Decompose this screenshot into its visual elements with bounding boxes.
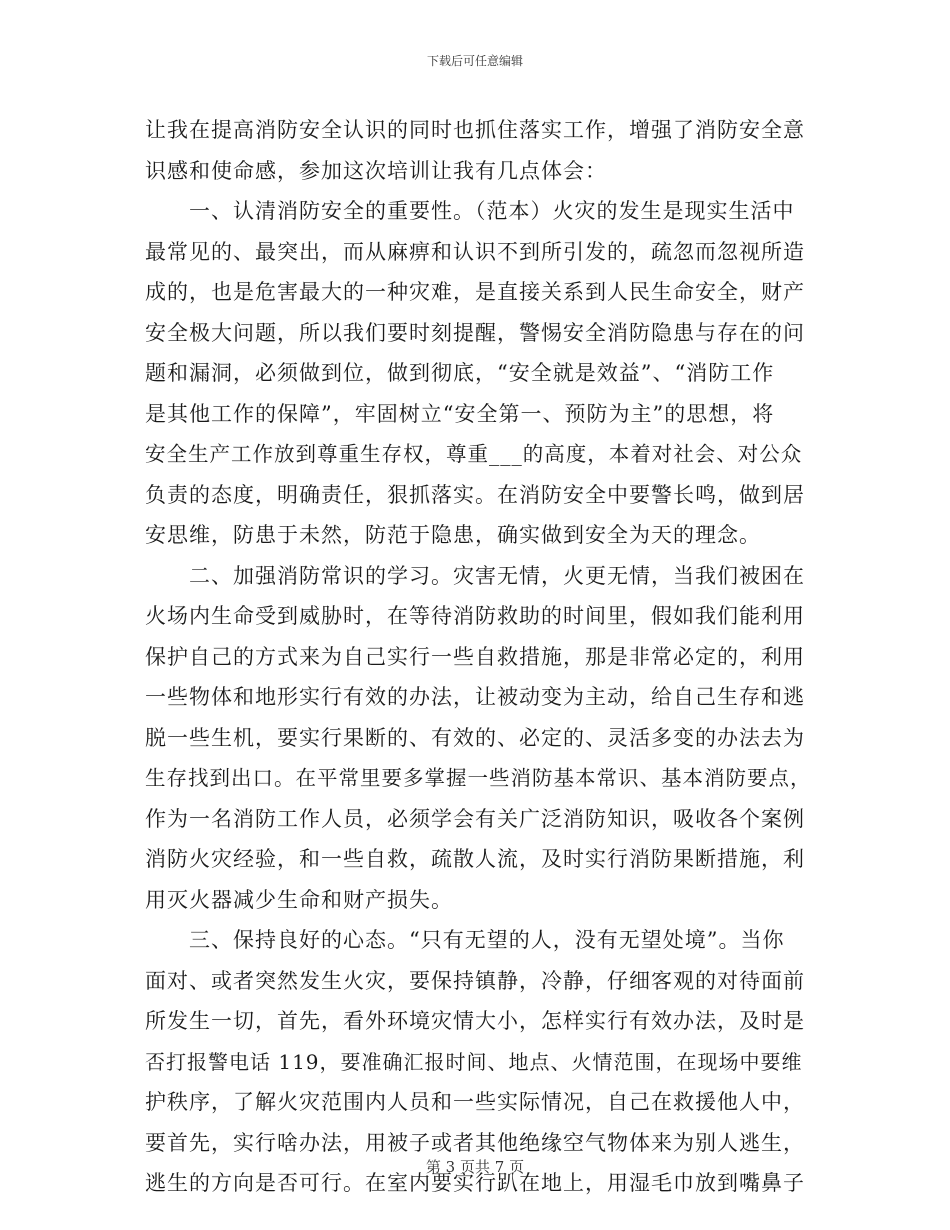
body-line-12: 二、加强消防常识的学习。灾害无情，火更无情，当我们被困在 (145, 563, 805, 588)
body-line-19: 消防火灾经验，和一些自救，疏散人流，及时实行消防果断措施，利 (145, 847, 805, 871)
body-line-21: 三、保持良好的心态。“只有无望的人，没有无望处境”。当你 (145, 928, 785, 952)
page-header: 下载后可任意编辑 (426, 54, 523, 68)
document-body (145, 110, 815, 1204)
body-line-10: 负责的态度，明确责任，狠抓落实。在消防安全中要警长鸣，做到居 (145, 482, 805, 507)
body-line-14: 保护自己的方式来为自己实行一些自救措施，那是非常必定的，利用 (145, 644, 805, 669)
body-line-8: 是其他工作的保障”，牢固树立“安全第一、预防为主”的思想，将 (145, 401, 775, 426)
body-line-23: 所发生一切，首先，看外环境灾情大小，怎样实行有效办法，及时是 (145, 1009, 805, 1033)
body-line-4: 最常见的、最突出，而从麻痹和认识不到所引发的，疏忽而忽视所造 (145, 239, 805, 264)
body-line-9: 安全生产工作放到尊重生存权，尊重___的高度，本着对社会、对公众 (145, 442, 803, 466)
body-line-3: 一、认清消防安全的重要性。（范本）火灾的发生是现实生活中 (145, 199, 795, 223)
body-line-27: 逃生的方向是否可行。在室内要实行趴在地上，用湿毛巾放到嘴鼻子 (145, 1171, 805, 1195)
body-line-25: 护秩序，了解火灾范围内人员和一些实际情况，自己在救援他人中， (145, 1090, 805, 1114)
body-line-17: 生存找到出口。在平常里要多掌握一些消防基本常识、基本消防要点， (145, 766, 812, 790)
body-line-26: 要首先，实行啥办法，用被子或者其他绝缘空气物体来为别人逃生， (145, 1130, 805, 1155)
body-line-20: 用灭火器减少生命和财产损失。 (145, 887, 453, 912)
body-line-16: 脱一些生机，要实行果断的、有效的、必定的、灵活多变的办法去为 (145, 725, 805, 750)
body-line-1: 让我在提高消防安全认识的同时也抓住落实工作，增强了消防安全意 (145, 118, 805, 142)
body-line-11: 安思维，防患于未然，防范于隐患，确实做到安全为天的理念。 (145, 523, 761, 547)
body-line-5: 成的，也是危害最大的一种灾难，是直接关系到人民生命安全，财产 (145, 280, 805, 304)
body-line-24: 否打报警电话 119，要准确汇报时间、地点、火情范围，在现场中要维 (145, 1049, 803, 1074)
body-line-13: 火场内生命受到威胁时，在等待消防救助的时间里，假如我们能利用 (145, 604, 805, 628)
body-line-22: 面对、或者突然发生火灾，要保持镇静，冷静，仔细客观的对待面前 (145, 968, 805, 993)
body-line-7: 题和漏洞，必须做到位，做到彻底，“安全就是效益”、“消防工作 (145, 361, 775, 385)
page-footer: 第 3 页共 7 页 (425, 1158, 525, 1176)
body-line-2: 识感和使命感，参加这次培训让我有几点体会： (145, 158, 607, 183)
body-line-18: 作为一名消防工作人员，必须学会有关广泛消防知识，吸收各个案例 (145, 806, 805, 831)
body-line-6: 安全极大问题，所以我们要时刻提醒，警惕安全消防隐患与存在的问 (145, 320, 805, 345)
body-line-15: 一些物体和地形实行有效的办法，让被动变为主动，给自己生存和逃 (145, 685, 805, 709)
